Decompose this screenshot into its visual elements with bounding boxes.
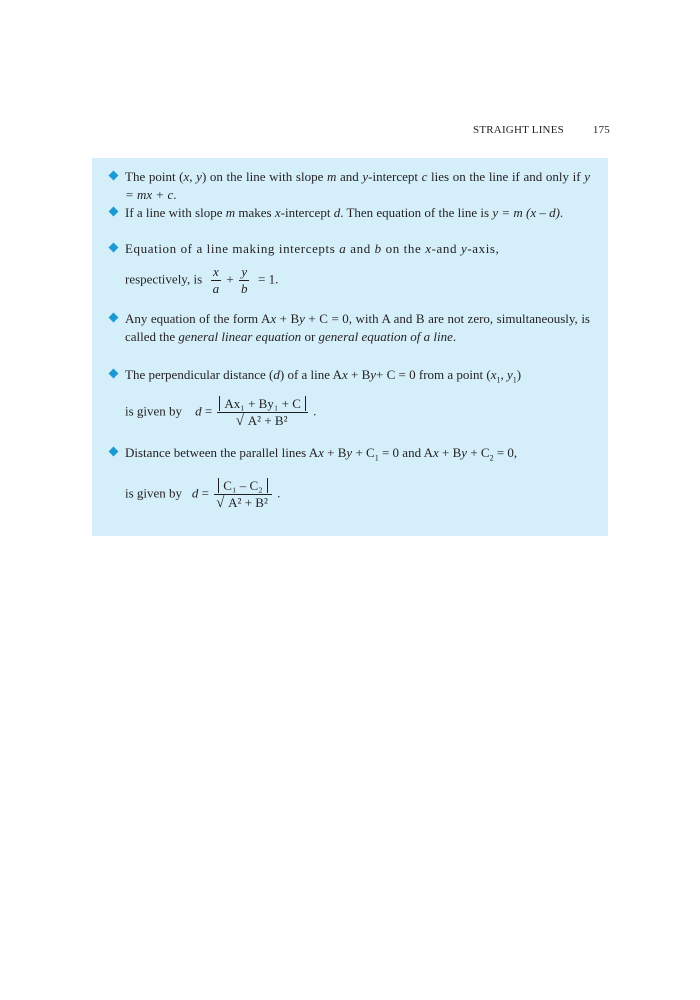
running-title: STRAIGHT LINES [473,124,564,136]
diamond-bullet-icon [109,243,119,253]
diamond-bullet-icon [109,207,119,217]
summary-box [92,158,608,536]
bullet-text: The perpendicular distance (d) of a line Ax + By+ C = 0 from a point ($x_1$, $y_1$) [125,367,522,385]
page-number: 175 [592,124,610,136]
bullet-x-intercept [110,204,590,222]
bullet-general-equation [110,310,590,346]
diamond-bullet-icon [109,447,119,457]
bullet-text: The point (x, y) on the line with slope m and y-intercept c lies on the line if and only if y = mx + c. [125,169,590,202]
page-header [473,124,610,136]
diamond-bullet-icon [109,313,119,323]
parallel-distance-formula: is given by d = C₁ – C₂ √ A² + B² . [125,477,281,511]
bullet-text: Equation of a line making intercepts a and b on the x-and y-axis, [125,241,500,256]
bullet-text: Any equation of the form Ax + By + C = 0, with A and B are not zero, simultaneously, is called the general linear equation or general equation of a line. [125,311,590,344]
bullet-slope-intercept [110,168,590,204]
diamond-bullet-icon [109,171,119,181]
perpendicular-distance-formula: is given by d = Ax₁ + By₁ + C √ A² + B² . [125,395,317,429]
bullet-intercept-form [110,240,590,297]
intercept-formula: respectively, is $\frac{x}{a}$ + $\frac{y}{b}$ = 1. [125,264,279,296]
diamond-bullet-icon [109,369,119,379]
bullet-text: If a line with slope m makes x-intercept d. Then equation of the line is y = m (x – d). [125,205,564,220]
bullet-parallel-distance [110,444,590,511]
bullet-perpendicular-distance [110,366,590,429]
bullet-text: Distance between the parallel lines $Ax + By + C_1 = 0$ and $Ax + By + C_2 = 0$, [125,445,518,463]
